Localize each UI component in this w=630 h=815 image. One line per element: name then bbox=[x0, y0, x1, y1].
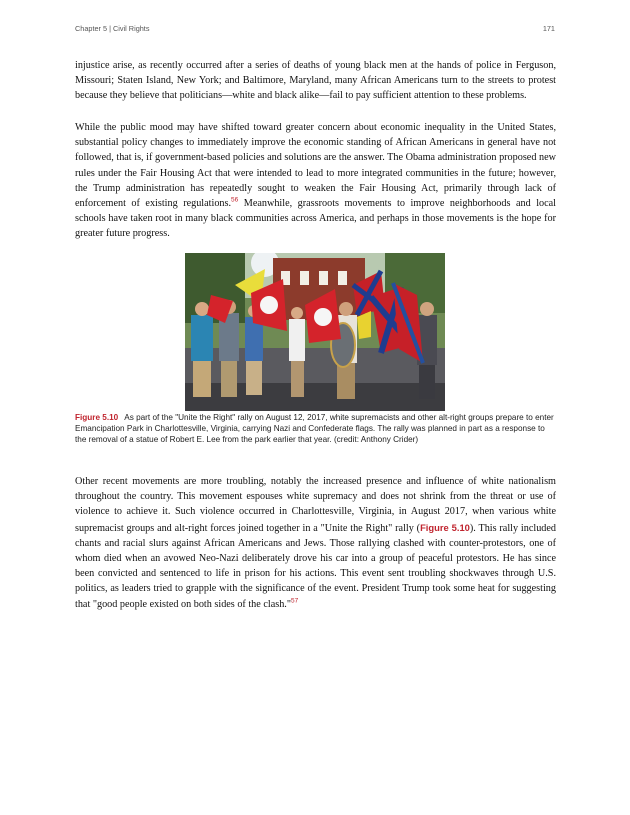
figure-caption bbox=[75, 412, 556, 446]
running-header bbox=[75, 24, 555, 38]
paragraph-2-tail: Meanwhile, grassroots movements to improve neighborhoods and local schools have taken root in many black communities across America, and perhaps in those movements is the hope for greater future progress. bbox=[75, 198, 557, 240]
chapter-title: Chapter 5 | Civil Rights bbox=[75, 24, 150, 33]
footnote-ref-57[interactable]: 57 bbox=[291, 597, 299, 605]
paragraph-2 bbox=[75, 120, 556, 242]
rally-photo bbox=[185, 253, 445, 411]
paragraph-3-text-b: ). This rally included chants and racial slurs against African Americans and Jews. Those rallying clashed with counter-protestors, one of whom died when an avowed Neo-Nazi deliberately drove his car into a group of peaceful protestors. He has since been convicted and sentenced to life in prison for his actions. This event sent troubling shockwaves through U.S. politics, as leaders tried to grapple with the significance of the event. President Trump took some heat for suggesting that "good people existed on both sides of the clash." bbox=[75, 522, 556, 610]
figure-5-10-link[interactable]: Figure 5.10 bbox=[420, 521, 470, 533]
figure-label: Figure 5.10 bbox=[75, 413, 119, 422]
figure-caption-text: As part of the "Unite the Right" rally on August 12, 2017, white supremacists and other alt-right groups prepare to enter Emancipation Park in Charlottesville, Virginia, carrying Nazi and Confederate flags. The rally was planned in part as a response to the removal of a statue of Robert E. Lee from the park earlier that year. (credit: Anthony Crider) bbox=[75, 413, 554, 445]
page-number: 171 bbox=[542, 24, 555, 33]
footnote-ref-56[interactable]: 56 bbox=[231, 196, 239, 204]
paragraph-1: injustice arise, as recently occurred after a series of deaths of young black men at the hands of police in Ferguson, Missouri; Staten Island, New York; and Baltimore, Maryland, many African Americans turn to the streets to protest because they believe that politicians—white and black alike—fail to pay sufficient attention to these problems. bbox=[75, 60, 556, 102]
photo-illustration bbox=[185, 253, 445, 411]
paragraph-3 bbox=[75, 474, 556, 612]
paragraph-3-text-a: Other recent movements are more troubling, notably the increased presence and influence of white nationalism throughout the country. This movement espouses white supremacy and does not shrink from the threat or use of violence to achieve it. Such violence occurred in Charlottesville, Virginia, in August 2017, when various white supremacist groups and alt-right forces joined together in a "Unite the Right" rally ( bbox=[75, 476, 556, 534]
paragraph-2-text: While the public mood may have shifted toward greater concern about economic inequality in the United States, substantial policy changes to immediately improve the economic standing of African Americans in general have not followed, that is, if government-based policies and solutions are the answer. The Obama administration proposed new rules under the Fair Housing Act that were intended to lead to more integrated communities in the future; however, the Trump administration has repeatedly sought to weaken the Fair Housing Act, primarily through lack of enforcement of existing regulations. bbox=[75, 122, 556, 210]
